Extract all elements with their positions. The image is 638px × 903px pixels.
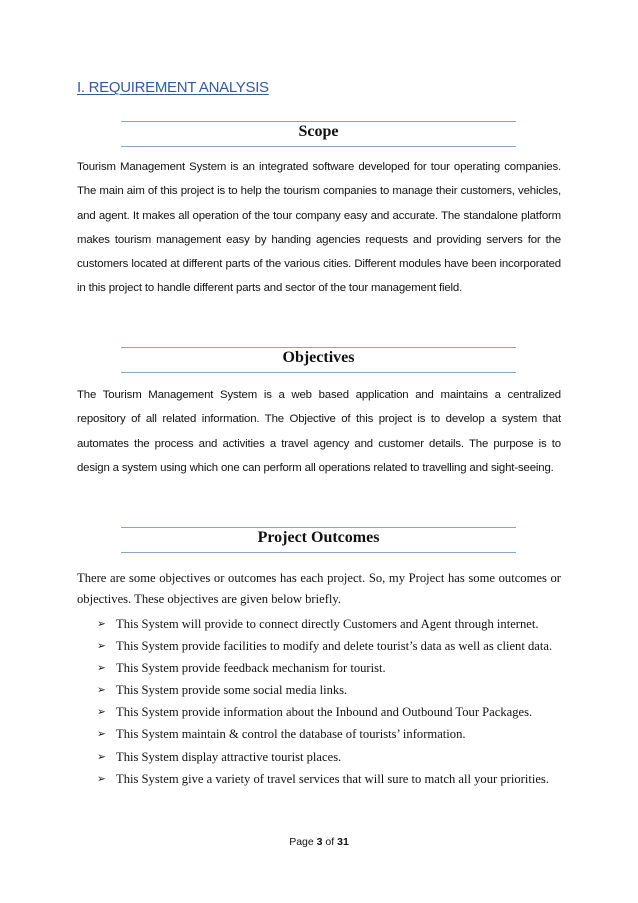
arrowhead-bullet-icon: ➢ bbox=[97, 728, 106, 741]
page-footer bbox=[0, 836, 638, 848]
arrowhead-bullet-icon: ➢ bbox=[97, 772, 106, 785]
page-heading: I. REQUIREMENT ANALYSIS bbox=[77, 79, 269, 96]
outcome-list-item bbox=[97, 746, 552, 768]
outcome-text: This System provide information about the Inbound and Outbound Tour Packages. bbox=[116, 705, 533, 720]
outcome-list-item bbox=[97, 768, 552, 790]
page-label: Page bbox=[289, 836, 314, 848]
scope-bottom-rule bbox=[121, 146, 516, 147]
outcome-list-item bbox=[97, 701, 552, 723]
outcome-text: This System give a variety of travel services that will sure to match all your priorities. bbox=[116, 771, 549, 786]
outcomes-intro: There are some objectives or outcomes has each project. So, my Project has some outcomes or objectives. These objectives are given below briefly. bbox=[77, 571, 561, 606]
scope-paragraph: Tourism Management System is an integrated software developed for tour operating companies. The main aim of this project is to help the tourism companies to manage their customers, vehicles, and agent. It makes all operation of the tour company easy and accurate. The standalone platform makes tourism management easy by handing agencies requests and providing servers for the customers located at different parts of the various cities. Different modules have been incorporated in this project to handle different parts and sector of the tour management field. bbox=[77, 161, 561, 295]
arrowhead-bullet-icon: ➢ bbox=[97, 750, 106, 763]
objectives-paragraph: The Tourism Management System is a web based application and maintains a centralized repository of all related information. The Objective of this project is to develop a system that automates the process and activities a travel agency and customer details. The purpose is to design a system using which one can perform all operations related to travelling and sight-seeing. bbox=[77, 389, 561, 474]
outcome-text: This System provide some social media links. bbox=[116, 683, 348, 698]
arrowhead-bullet-icon: ➢ bbox=[97, 618, 106, 630]
outcome-list-item bbox=[97, 679, 552, 701]
arrowhead-bullet-icon: ➢ bbox=[97, 706, 106, 719]
arrowhead-bullet-icon: ➢ bbox=[97, 662, 106, 675]
current-page-number: 3 bbox=[316, 836, 323, 848]
arrowhead-bullet-icon: ➢ bbox=[97, 640, 106, 653]
outcomes-top-rule bbox=[121, 527, 516, 528]
total-pages-number: 31 bbox=[337, 836, 349, 848]
outcome-text: This System will provide to connect directly Customers and Agent through internet. bbox=[116, 617, 539, 631]
outcome-text: This System provide feedback mechanism for tourist. bbox=[116, 661, 386, 676]
objectives-title: Objectives bbox=[282, 349, 355, 366]
outcome-list-item bbox=[97, 635, 552, 657]
page-of-label: of bbox=[325, 836, 335, 848]
outcome-text: This System display attractive tourist places. bbox=[116, 749, 342, 764]
outcome-list-item bbox=[97, 657, 552, 679]
outcomes-bottom-rule bbox=[121, 552, 516, 553]
scope-top-rule bbox=[121, 121, 516, 122]
objectives-top-rule bbox=[121, 347, 516, 348]
outcomes-list bbox=[97, 613, 552, 790]
scope-title: Scope bbox=[298, 123, 339, 140]
arrowhead-bullet-icon: ➢ bbox=[97, 684, 106, 697]
outcome-text: This System maintain & control the database of tourists’ information. bbox=[116, 727, 466, 742]
outcomes-title: Project Outcomes bbox=[257, 529, 380, 546]
outcome-list-item bbox=[97, 613, 552, 635]
outcome-text: This System provide facilities to modify and delete tourist’s data as well as client data. bbox=[116, 639, 553, 654]
objectives-bottom-rule bbox=[121, 372, 516, 373]
outcome-list-item bbox=[97, 723, 552, 745]
